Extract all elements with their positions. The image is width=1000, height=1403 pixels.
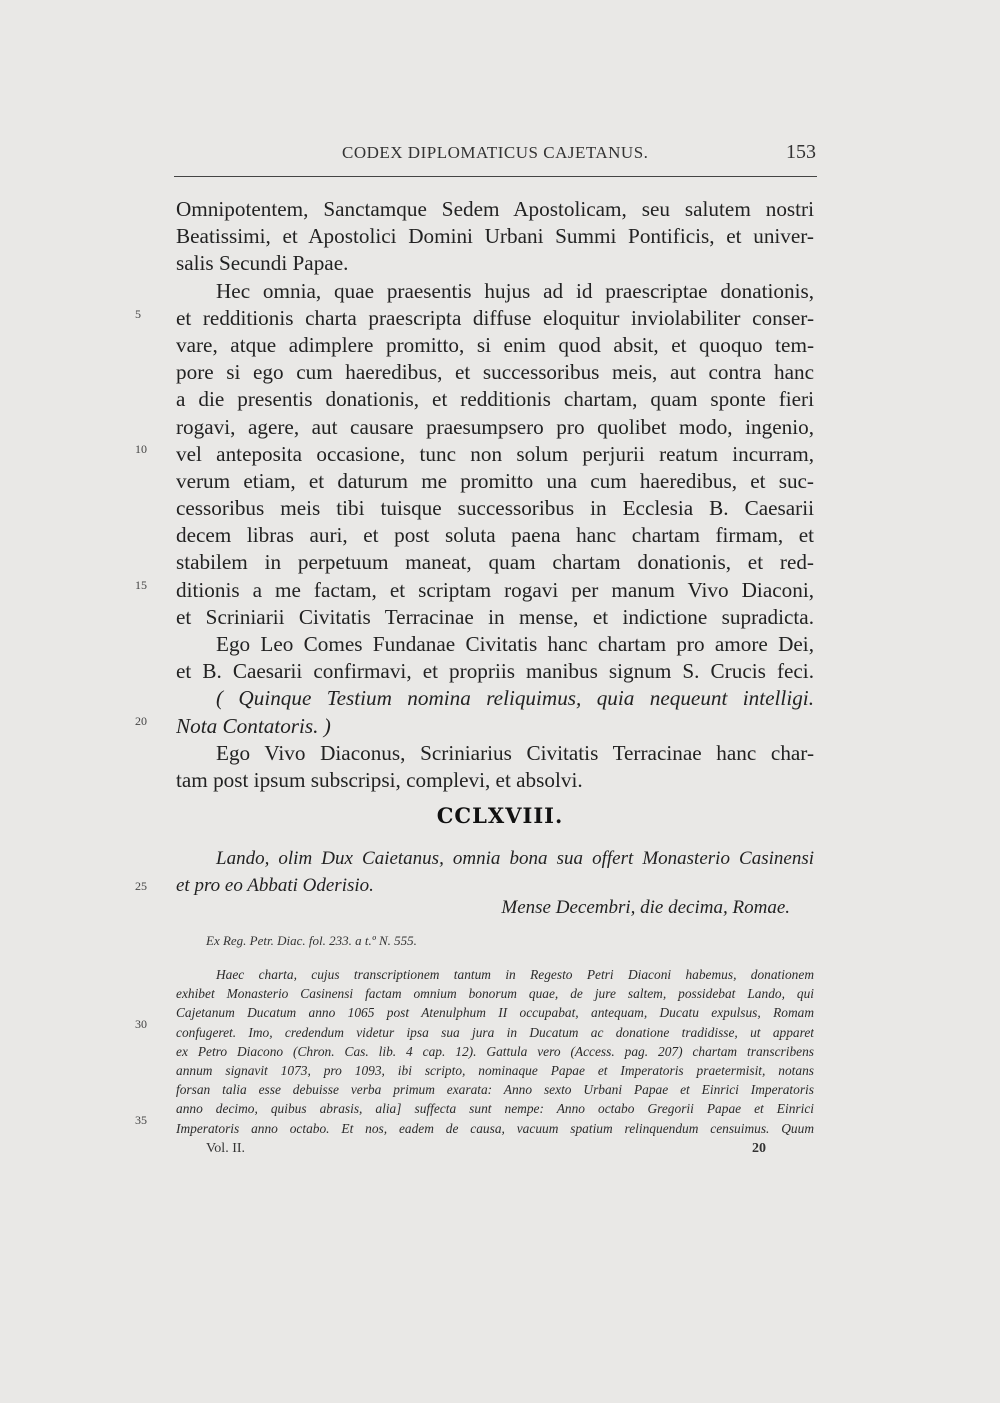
running-title: CODEX DIPLOMATICUS CAJETANUS. — [342, 143, 649, 162]
note-line: ex Petro Diacono (Chron. Cas. lib. 4 cap. 12). Gattula vero (Access. pag. 207) chartam transcribens — [176, 1043, 814, 1059]
note-line: exhibet Monasterio Casinensi factam omnium bonorum quae, de jure saltem, possidebat Lando, qui — [176, 986, 814, 1002]
text-line: salis Secundi Papae. — [176, 251, 349, 276]
text-line: cessoribus meis tibi tuisque successoribus in Ecclesia B. Caesarii — [176, 496, 814, 521]
line-number: 5 — [135, 307, 141, 321]
text-line: tam post ipsum subscripsi, complevi, et absolvi. — [176, 767, 583, 792]
text-line: Nota Contatoris. ) — [176, 713, 331, 738]
volume-label: Vol. II. — [206, 1141, 246, 1156]
note-line: Cajetanum Ducatum anno 1065 post Atenulphum II occupabat, antequam, Ducatu expulsus, Romam — [176, 1005, 814, 1021]
line-number: 25 — [135, 879, 147, 893]
note-line: Haec charta, cujus transcriptionem tantum in Regesto Petri Diaconi habemus, donationem — [216, 967, 814, 982]
page-number: 153 — [786, 141, 816, 163]
text-line: Beatissimi, et Apostolici Domini Urbani Summi Pontificis, et univer- — [176, 224, 814, 249]
text-line: Omnipotentem, Sanctamque Sedem Apostolicam, seu salutem nostri — [176, 197, 814, 221]
text-line: decem libras auri, et post soluta paena hanc chartam firmam, et — [176, 523, 814, 548]
text-line: et redditionis charta praescripta diffuse eloquitur inviolabiliter conser- — [176, 305, 814, 330]
source-line: Ex Reg. Petr. Diac. fol. 233. a t.º N. 555. — [206, 933, 417, 948]
header-rule — [174, 176, 817, 177]
regest-line: et pro eo Abbati Oderisio. — [176, 875, 374, 896]
running-head — [176, 143, 816, 169]
line-number: 15 — [135, 578, 147, 592]
line-number: 35 — [135, 1113, 147, 1127]
regest-line: Lando, olim Dux Caietanus, omnia bona sua offert Monasterio Casinensi — [216, 848, 814, 869]
text-line: et Scriniarii Civitatis Terracinae in mense, et indictione supradicta. — [176, 604, 814, 629]
regest — [176, 845, 814, 899]
note-line: Imperatoris anno octabo. Et nos, eadem de causa, vacuum spatium relinquendum censuimus. Quum — [176, 1120, 814, 1136]
text-line: pore si ego cum haeredibus, et successoribus meis, aut contra hanc — [176, 360, 814, 385]
text-line: verum etiam, et daturum me promitto una cum haeredibus, et suc- — [176, 468, 814, 493]
document-number: CCLXVIII. — [436, 803, 564, 828]
text-line: a die presentis donationis, et redditionis chartam, quam sponte fieri — [176, 387, 814, 412]
text-line: Ego Leo Comes Fundanae Civitatis hanc chartam pro amore Dei, — [216, 632, 814, 656]
text-line: vare, atque adimplere promitto, si enim quod absit, et quoquo tem- — [176, 332, 814, 357]
signature-mark: 20 — [752, 1141, 766, 1156]
text-line: Hec omnia, quae praesentis hujus ad id praescriptae donationis, — [216, 278, 814, 303]
text-line: stabilem in perpetuum maneat, quam chartam donationis, et red- — [176, 550, 814, 575]
line-number: 20 — [135, 714, 147, 728]
main-text — [176, 196, 814, 794]
text-line: vel anteposita occasione, tunc non solum perjurii reatum incurram, — [176, 441, 814, 466]
date-line: Mense Decembri, die decima, Romae. — [501, 897, 790, 918]
note-line: forsan talia esse debuisse verba primum exarata: Anno sexto Urbani Papae et Einrici Imperatoris — [176, 1082, 814, 1098]
note-line: confugeret. Imo, credendum videtur ipsa sua jura in Ducatum ac donatione tradidisse, ut apparet — [176, 1024, 814, 1040]
text-line: Ego Vivo Diaconus, Scriniarius Civitatis Terracinae hanc char- — [216, 740, 814, 765]
note-line: anno decimo, quibus abrasis, alia] suffecta sunt nempe: Anno octabo Gregorii Papae et Einrici — [176, 1101, 814, 1117]
text-line: ( Quinque Testium nomina reliquimus, quia nequeunt intelligi. — [216, 686, 814, 711]
text-line: rogavi, agere, aut causare praesumpsero pro quolibet modo, ingenio, — [176, 414, 814, 439]
notes — [176, 965, 814, 1138]
text-line: et B. Caesarii confirmavi, et propriis manibus signum S. Crucis feci. — [176, 659, 814, 684]
line-number: 10 — [135, 442, 147, 456]
line-number: 30 — [135, 1017, 147, 1031]
text-line: ditionis a me factam, et scriptam rogavi per manum Vivo Diaconi, — [176, 577, 814, 602]
note-line: annum signavit 1073, pro 1093, ibi scripto, nominaque Papae et Imperatoris praetermisit, notans — [176, 1062, 814, 1078]
